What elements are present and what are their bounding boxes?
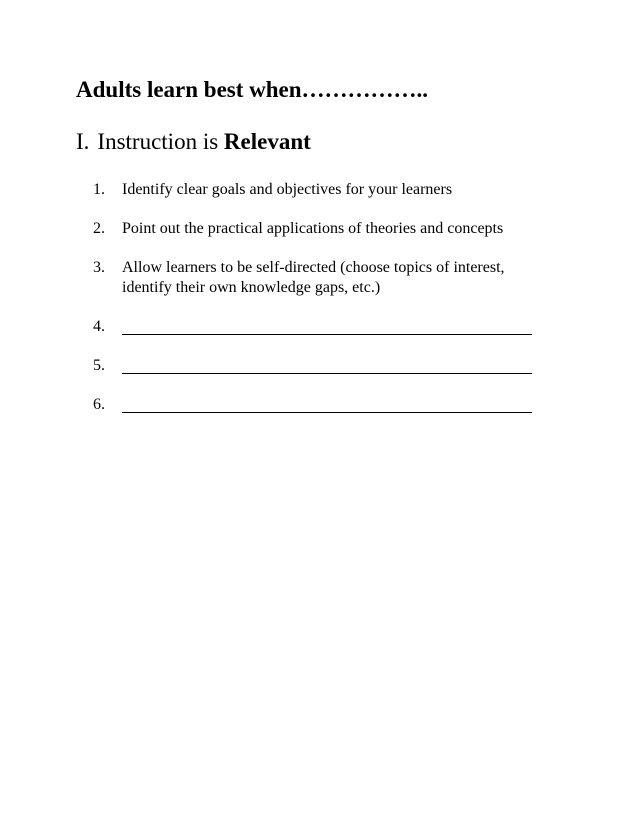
list-item bbox=[93, 180, 542, 200]
list-item-number: 5. bbox=[93, 357, 105, 374]
section-number: I. bbox=[76, 129, 90, 154]
list-item bbox=[93, 258, 542, 298]
list-item-text: Identify clear goals and objectives for your learners bbox=[122, 181, 453, 198]
fill-in-blank-line bbox=[122, 395, 532, 413]
list-item bbox=[93, 219, 542, 239]
section-heading-prefix: Instruction is bbox=[97, 129, 219, 154]
list-item-number: 3. bbox=[93, 259, 105, 276]
list-item-blank bbox=[93, 317, 542, 337]
section-heading-emphasis: Relevant bbox=[223, 129, 311, 154]
list-item-blank bbox=[93, 395, 542, 415]
list-item-number: 1. bbox=[93, 181, 105, 198]
fill-in-blank-line bbox=[122, 356, 532, 374]
list-item-number: 4. bbox=[93, 318, 105, 335]
list-item-blank bbox=[93, 356, 542, 376]
page-title: Adults learn best when…………….. bbox=[76, 77, 429, 102]
list-item-number: 6. bbox=[93, 396, 105, 413]
section-heading bbox=[76, 128, 311, 156]
fill-in-blank-line bbox=[122, 317, 532, 335]
list-item-number: 2. bbox=[93, 220, 105, 237]
numbered-list bbox=[93, 180, 542, 434]
list-item-text: Point out the practical applications of theories and concepts bbox=[122, 220, 504, 237]
list-item-text: Allow learners to be self-directed (choose topics of interest, identify their own knowledge gaps, etc.) bbox=[122, 259, 505, 296]
